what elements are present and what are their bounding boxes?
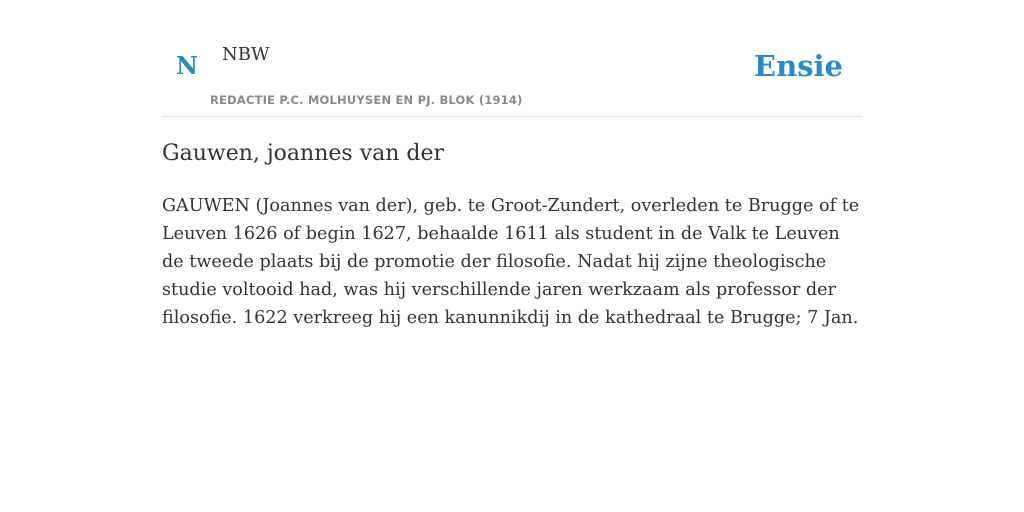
work-title: NBW	[222, 44, 270, 65]
entry-title: Gauwen, joannes van der	[162, 141, 445, 166]
header	[162, 0, 862, 117]
page	[162, 0, 862, 512]
nbw-logo-link[interactable]: N	[176, 51, 198, 80]
entry-body: GAUWEN (Joannes van der), geb. te Groot-Zundert, overleden te Brugge of te Leuven 1626 of begin 1627, behaalde 1611 als student in de Valk te Leuven de tweede plaats bij de promotie der filosofie. Nadat hij zijne theologische studie voltooid had, was hij verschillende jaren werkzaam als professor der filosofie. 1622 verkreeg hij een kanunnikdij in de kathedraal te Brugge; 7 Jan.	[162, 196, 860, 328]
editors-line: REDACTIE P.C. MOLHUYSEN EN PJ. BLOK (1914)	[210, 93, 523, 107]
ensie-brand-link[interactable]: Ensie	[754, 49, 843, 83]
